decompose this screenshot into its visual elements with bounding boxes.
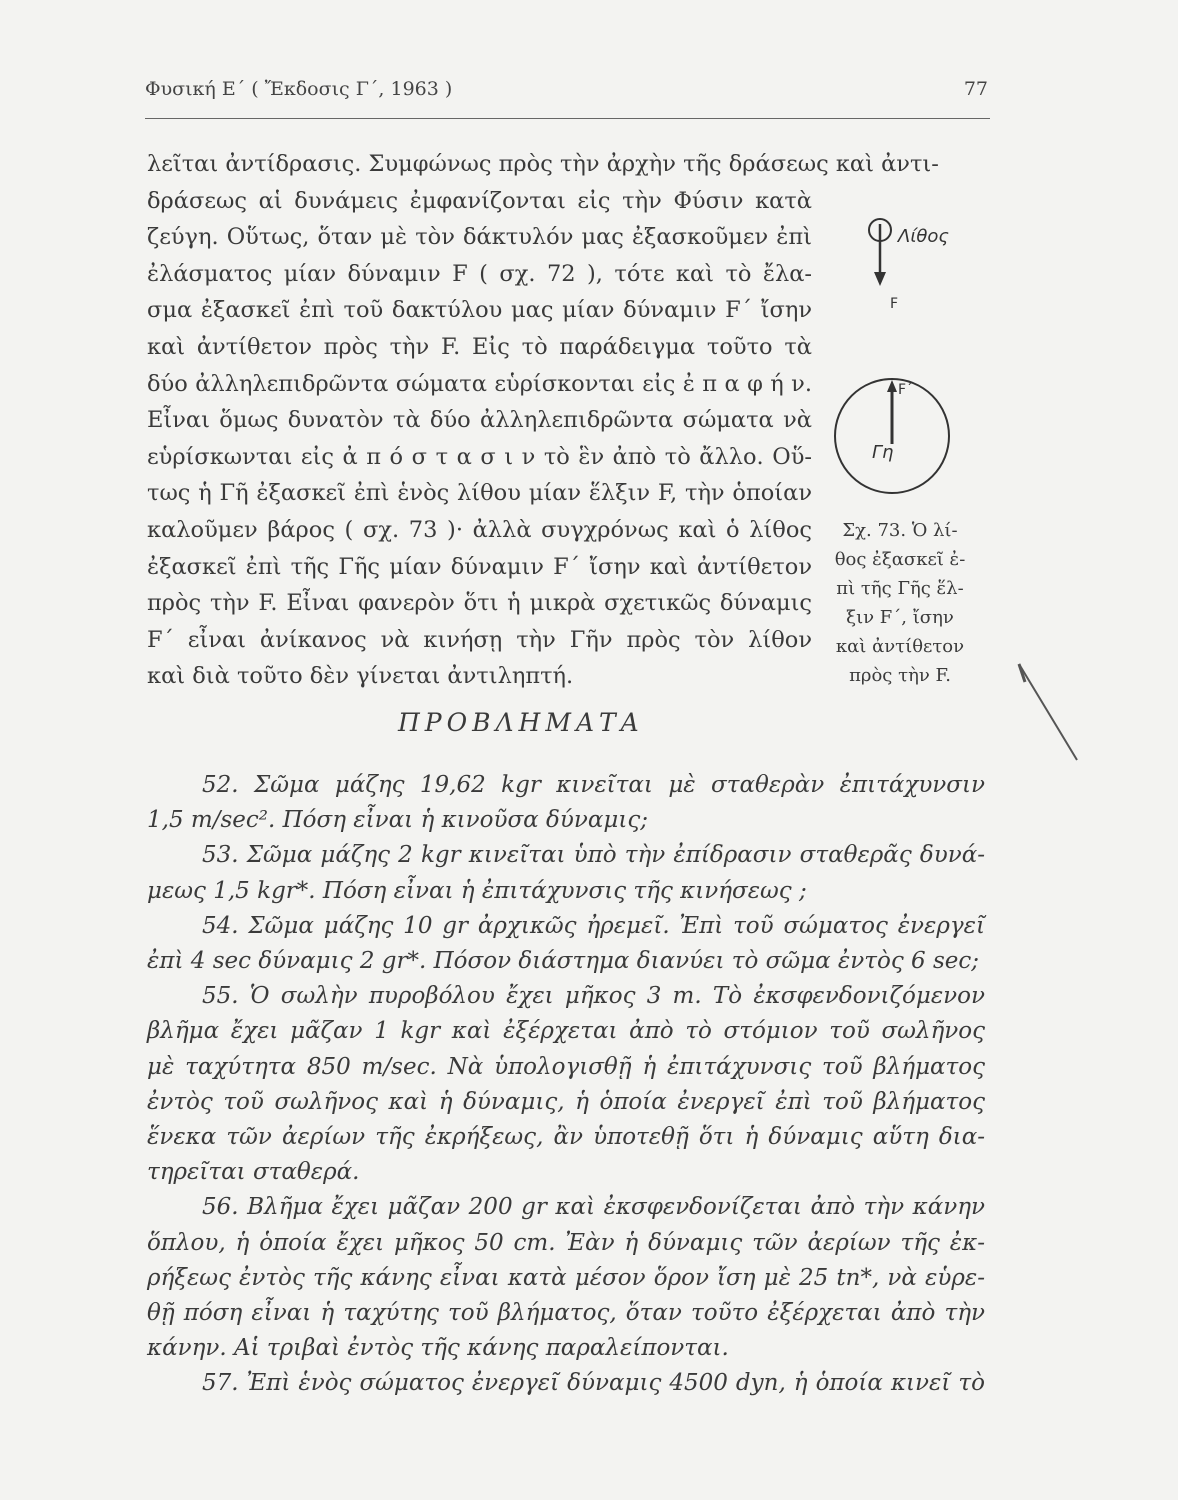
figure-caption (820, 516, 980, 690)
stone-label: Λίθος (898, 226, 949, 247)
section-title: ΠΡΟΒΛΗΜΑΤΑ (398, 708, 644, 737)
body-line: σμα ἐξασκεῖ ἐπὶ τοῦ δακτύλου μας μίαν δύναμιν F΄ ἴσην (147, 297, 812, 324)
margin-pencil-mark (1015, 660, 1085, 770)
force-arrow-head (874, 272, 886, 286)
caption-line: ξιν F΄, ἴσην (846, 607, 954, 628)
body-line: ἐλάσματος μίαν δύναμιν F ( σχ. 72 ), τότε καὶ τὸ ἔλα- (147, 260, 812, 287)
page-number: 77 (963, 78, 988, 100)
problem-line: ἐπὶ 4 sec δύναμις 2 gr*. Πόσον διάστημα διανύει τὸ σῶμα ἐντὸς 6 sec; (147, 948, 979, 975)
problem-line: 1,5 m/sec². Πόση εἶναι ἡ κινοῦσα δύναμις; (147, 807, 648, 834)
body-line: λεῖται ἀντίδρασις. Συμφώνως πρὸς τὴν ἀρχὴν τῆς δράσεως καὶ ἀντι- (147, 151, 939, 177)
body-line: καὶ ἀντίθετον πρὸς τὴν F. Εἰς τὸ παράδειγμα τοῦτο τὰ (147, 333, 812, 360)
problem-line: βλῆμα ἔχει μᾶζαν 1 kgr καὶ ἐξέρχεται ἀπὸ τὸ στόμιον τοῦ σωλῆνος (147, 1018, 985, 1045)
caption-line: καὶ ἀντίθετον (835, 636, 965, 657)
body-line: τως ἡ Γῆ ἐξασκεῖ ἐπὶ ἑνὸς λίθου μίαν ἕλξιν F, τὴν ὁποίαν (147, 480, 812, 507)
header-rule (145, 118, 990, 119)
problem-line: ρήξεως ἐντὸς τῆς κάνης εἶναι κατὰ μέσον ὅρον ἴση μὲ 25 tn*, νὰ εὑρε- (147, 1264, 985, 1291)
caption-line: πὶ τῆς Γῆς ἕλ- (836, 578, 964, 599)
body-line: πρὸς τὴν F. Εἶναι φανερὸν ὅτι ἡ μικρὰ σχετικῶς δύναμις (147, 590, 812, 617)
body-line: δράσεως αἱ δυνάμεις ἐμφανίζονται εἰς τὴν Φύσιν κατὰ (147, 187, 812, 214)
body-line: δύο ἀλληλεπιδρῶντα σώματα εὑρίσκονται εἰς ἐ π α φ ή ν. (147, 370, 812, 397)
body-line: καλοῦμεν βάρος ( σχ. 73 )· ἀλλὰ συγχρόνως καὶ ὁ λίθος (147, 516, 812, 543)
caption-line: πρὸς τὴν F. (849, 665, 951, 686)
reaction-label: F΄ (898, 382, 914, 398)
body-line: καὶ διὰ τοῦτο δὲν γίνεται ἀντιληπτή. (147, 663, 574, 690)
problems-list (147, 768, 985, 1402)
problem-line: θῇ πόση εἶναι ἡ ταχύτης τοῦ βλήματος, ὅταν τοῦτο ἐξέρχεται ἀπὸ τὴν (147, 1300, 985, 1327)
stone-figure (860, 210, 990, 310)
problem-line: 56. Βλῆμα ἔχει μᾶζαν 200 gr καὶ ἐκσφενδονίζεται ἀπὸ τὴν κάνην (202, 1194, 985, 1221)
problem-line: μεως 1,5 kgr*. Πόση εἶναι ἡ ἐπιτάχυνσις τῆς κινήσεως ; (147, 877, 807, 904)
caption-line: θος ἐξασκεῖ ἐ- (834, 549, 966, 570)
body-line: ζεύγη. Οὕτως, ὅταν μὲ τὸν δάκτυλόν μας ἐξασκοῦμεν ἐπὶ (147, 224, 812, 251)
body-line: εὑρίσκωνται εἰς ἀ π ό σ τ α σ ι ν τὸ ἓν ἀπὸ τὸ ἄλλο. Οὕ- (147, 443, 812, 470)
problem-line: ἐντὸς τοῦ σωλῆνος καὶ ἡ δύναμις, ἡ ὁποία ἐνεργεῖ ἐπὶ τοῦ βλήματος (147, 1088, 985, 1115)
problem-line: ἕνεκα τῶν ἀερίων τῆς ἐκρήξεως, ἂν ὑποτεθῇ ὅτι ἡ δύναμις αὕτη δια- (147, 1124, 985, 1151)
reaction-arrow-head (887, 380, 897, 392)
force-label-f: F (890, 296, 899, 312)
running-header (145, 78, 990, 100)
problem-line: 52. Σῶμα μάζης 19,62 kgr κινεῖται μὲ σταθερὰν ἐπιτάχυνσιν (202, 772, 985, 798)
header-title: Φυσική Ε΄ ( Ἔκδοσις Γ΄, 1963 ) (145, 78, 453, 100)
problem-line: μὲ ταχύτητα 850 m/sec. Νὰ ὑπολογισθῇ ἡ ἐπιτάχυνσις τοῦ βλήματος (147, 1053, 985, 1080)
body-line: F΄ εἶναι ἀνίκανος νὰ κινήσῃ τὴν Γῆν πρὸς τὸν λίθον (147, 626, 812, 653)
problem-line: ὅπλου, ἡ ὁποία ἔχει μῆκος 50 cm. Ἐὰν ἡ δύναμις τῶν ἀερίων τῆς ἐκ- (147, 1229, 985, 1256)
body-line: ἐξασκεῖ ἐπὶ τῆς Γῆς μίαν δύναμιν F΄ ἴσην καὶ ἀντίθετον (147, 553, 812, 580)
problem-line: κάνην. Αἱ τριβαὶ ἐντὸς τῆς κάνης παραλείπονται. (147, 1335, 729, 1362)
problem-line: τηρεῖται σταθερά. (147, 1159, 360, 1186)
problem-line: 54. Σῶμα μάζης 10 gr ἀρχικῶς ἠρεμεῖ. Ἐπὶ τοῦ σώματος ἐνεργεῖ (202, 912, 985, 939)
body-line: Εἶναι ὅμως δυνατὸν τὰ δύο ἀλληλεπιδρῶντα σώματα νὰ (147, 407, 812, 434)
problem-line: 55. Ὁ σωλὴν πυροβόλου ἔχει μῆκος 3 m. Τὸ ἐκσφενδονιζόμενον (202, 983, 985, 1010)
problem-line: 57. Ἐπὶ ἑνὸς σώματος ἐνεργεῖ δύναμις 4500 dyn, ἡ ὁποία κινεῖ τὸ (202, 1370, 985, 1397)
earth-label: Γη (872, 442, 894, 463)
problem-line: 53. Σῶμα μάζης 2 kgr κινεῖται ὑπὸ τὴν ἐπίδρασιν σταθερᾶς δυνά- (202, 842, 985, 869)
earth-figure (828, 372, 958, 502)
caption-line: Σχ. 73. Ὁ λί- (842, 520, 958, 541)
